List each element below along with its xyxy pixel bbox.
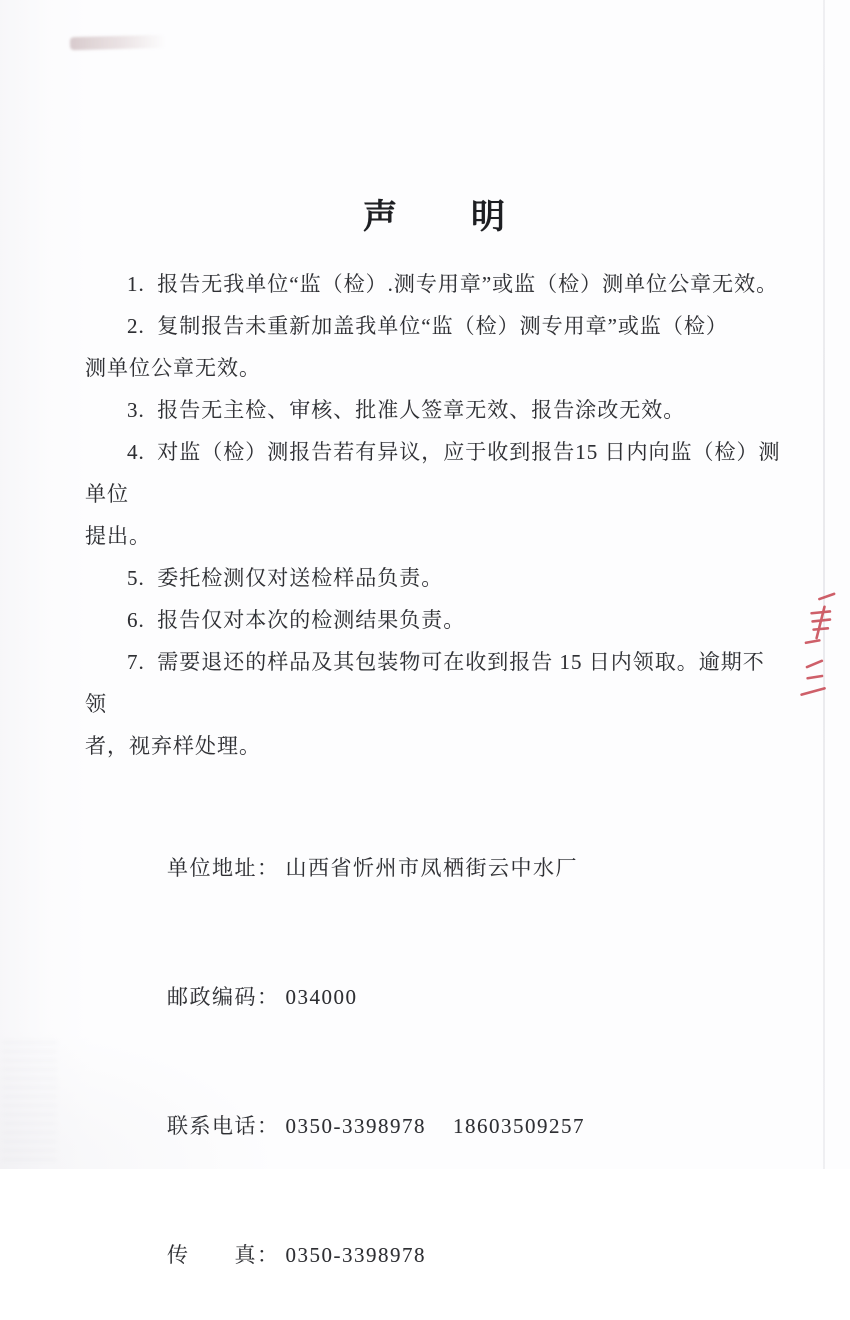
statement-list [85, 263, 785, 767]
contact-row-postcode [113, 933, 785, 1062]
contact-row-fax [113, 1191, 785, 1320]
contact-value: 0350-3398978 [285, 1243, 426, 1267]
statement-line: 4. 对监（检）测报告若有异议，应于收到报告15 日内向监（检）测单位 [85, 440, 781, 506]
contact-value: 山西省忻州市凤栖街云中水厂 [285, 856, 578, 880]
statement-item [85, 389, 785, 431]
contact-row-address [113, 804, 785, 933]
statement-item [85, 641, 785, 767]
statement-item [85, 263, 785, 305]
contact-value: 034000 [285, 985, 358, 1009]
statement-item [85, 431, 785, 557]
page-title: 声 明 [363, 199, 507, 236]
red-stamp-fragment [799, 586, 833, 700]
contact-label: 传 真： [167, 1243, 280, 1267]
contact-label: 联系电话： [167, 1114, 280, 1138]
faded-ink-smudge [70, 35, 166, 51]
statement-line: 6. 报告仅对本次的检测结果负责。 [127, 608, 466, 632]
statement-line: 测单位公章无效。 [85, 356, 261, 380]
contact-row-phone [113, 1062, 785, 1191]
statement-line: 5. 委托检测仅对送检样品负责。 [127, 566, 444, 590]
page-edge-line [823, 0, 825, 1169]
scan-noise-smudge [2, 1041, 57, 1161]
statement-line: 3. 报告无主检、审核、批准人签章无效、报告涂改无效。 [127, 398, 686, 422]
statement-item [85, 305, 785, 389]
contact-value: 0350-3398978 18603509257 [285, 1114, 585, 1138]
contact-label: 单位地址： [167, 856, 280, 880]
statement-line: 1. 报告无我单位“监（检）.测专用章”或监（检）测单位公章无效。 [127, 272, 779, 296]
statement-item [85, 599, 785, 641]
contact-label: 邮政编码： [167, 985, 280, 1009]
statement-content [85, 196, 785, 1320]
statement-line: 者，视弃样处理。 [85, 734, 261, 758]
contact-block [113, 804, 785, 1320]
statement-line: 提出。 [85, 524, 151, 548]
statement-line: 7. 需要退还的样品及其包装物可在收到报告 15 日内领取。逾期不领 [85, 650, 765, 716]
statement-item [85, 557, 785, 599]
statement-line: 2. 复制报告未重新加盖我单位“监（检）测专用章”或监（检） [127, 314, 728, 338]
